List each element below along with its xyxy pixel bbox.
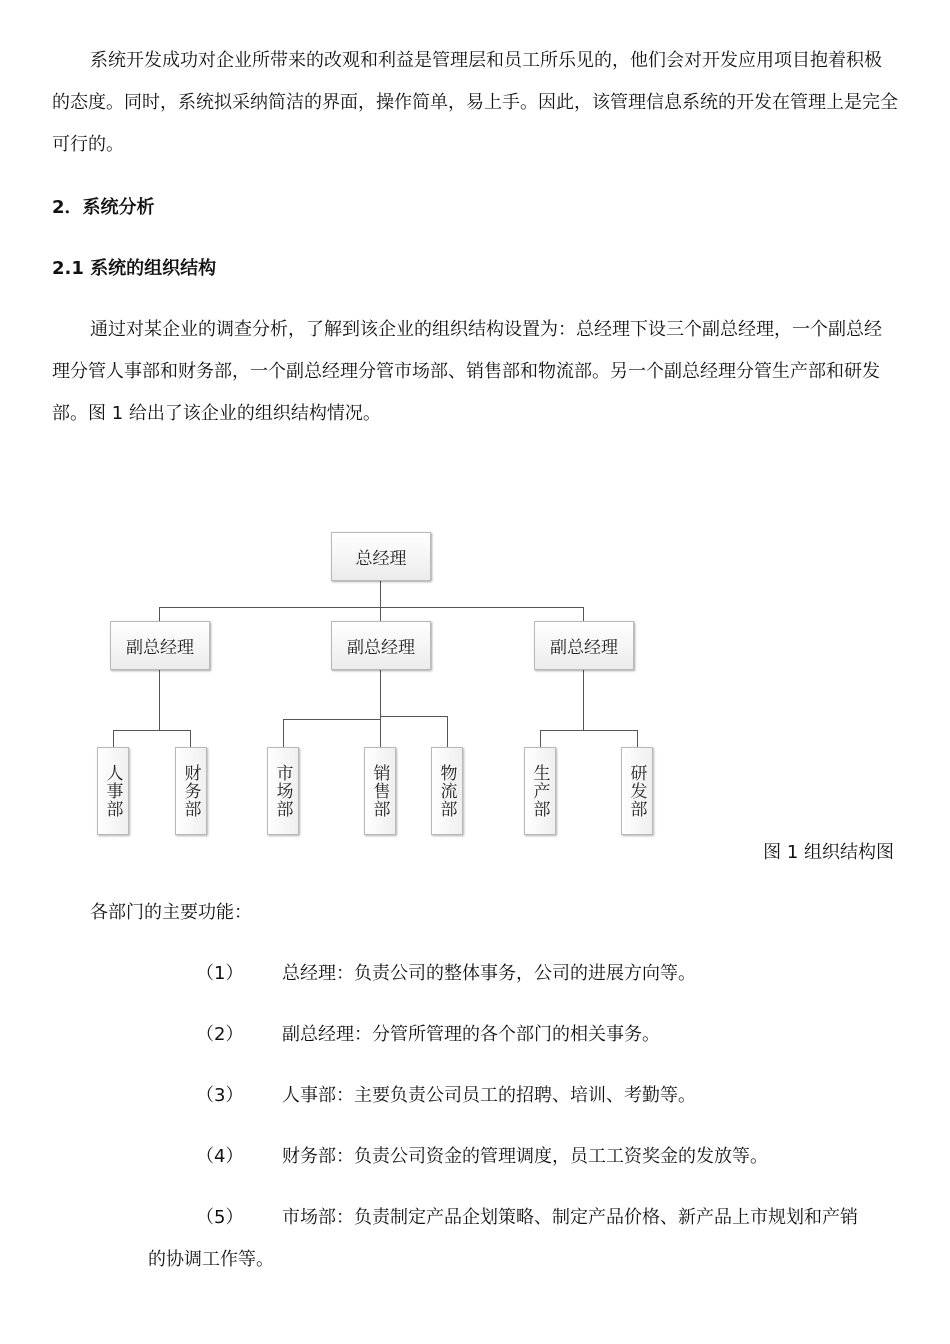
list-item: 副总经理：分管所管理的各个部门的相关事务。 [282,1024,660,1045]
list-item-number: （2） [196,1024,244,1045]
org-node-rnd: 研发部 [621,747,653,835]
org-node-vp-1: 副总经理 [110,621,210,670]
list-item-number: （4） [196,1146,244,1167]
paragraph-feasibility: 系统开发成功对企业所带来的改观和利益是管理层和员工所乐见的，他们会对开发应用项目抱着积极的态度。同时，系统拟采纳简洁的界面，操作简单，易上手。因此，该管理信息系统的开发在管理上是完全可行的。 [52,50,898,155]
org-node-marketing: 市场部 [267,747,299,835]
list-item-number: （1） [196,963,244,984]
section-heading: 2．系统分析 [52,197,155,218]
org-node-ceo: 总经理 [331,532,431,581]
subsection-heading: 2.1 系统的组织结构 [52,258,217,279]
org-node-production: 生产部 [524,747,556,835]
figure-caption: 图 1 组织结构图 [763,842,894,863]
org-node-sales: 销售部 [364,747,396,835]
org-node-logistics: 物流部 [431,747,463,835]
list-item-number: （5） [196,1207,244,1228]
functions-intro: 各部门的主要功能： [90,902,252,923]
list-item: 市场部：负责制定产品企划策略、制定产品价格、新产品上市规划和产销 [282,1207,858,1228]
org-node-hr: 人事部 [97,747,129,835]
paragraph-org-structure: 通过对某企业的调查分析，了解到该企业的组织结构设置为：总经理下设三个副总经理，一个副总经理分管人事部和财务部，一个副总经理分管市场部、销售部和物流部。另一个副总经理分管生产部和研发部。图 1 给出了该企业的组织结构情况。 [52,319,882,424]
list-item: 财务部：负责公司资金的管理调度，员工工资奖金的发放等。 [282,1146,768,1167]
list-item-number: （3） [196,1085,244,1106]
list-item-continuation: 的协调工作等。 [148,1249,274,1270]
list-item: 人事部：主要负责公司员工的招聘、培训、考勤等。 [282,1085,696,1106]
org-node-vp-2: 副总经理 [331,621,431,670]
org-node-finance: 财务部 [175,747,207,835]
list-item: 总经理：负责公司的整体事务，公司的进展方向等。 [282,963,696,984]
org-node-vp-3: 副总经理 [534,621,634,670]
